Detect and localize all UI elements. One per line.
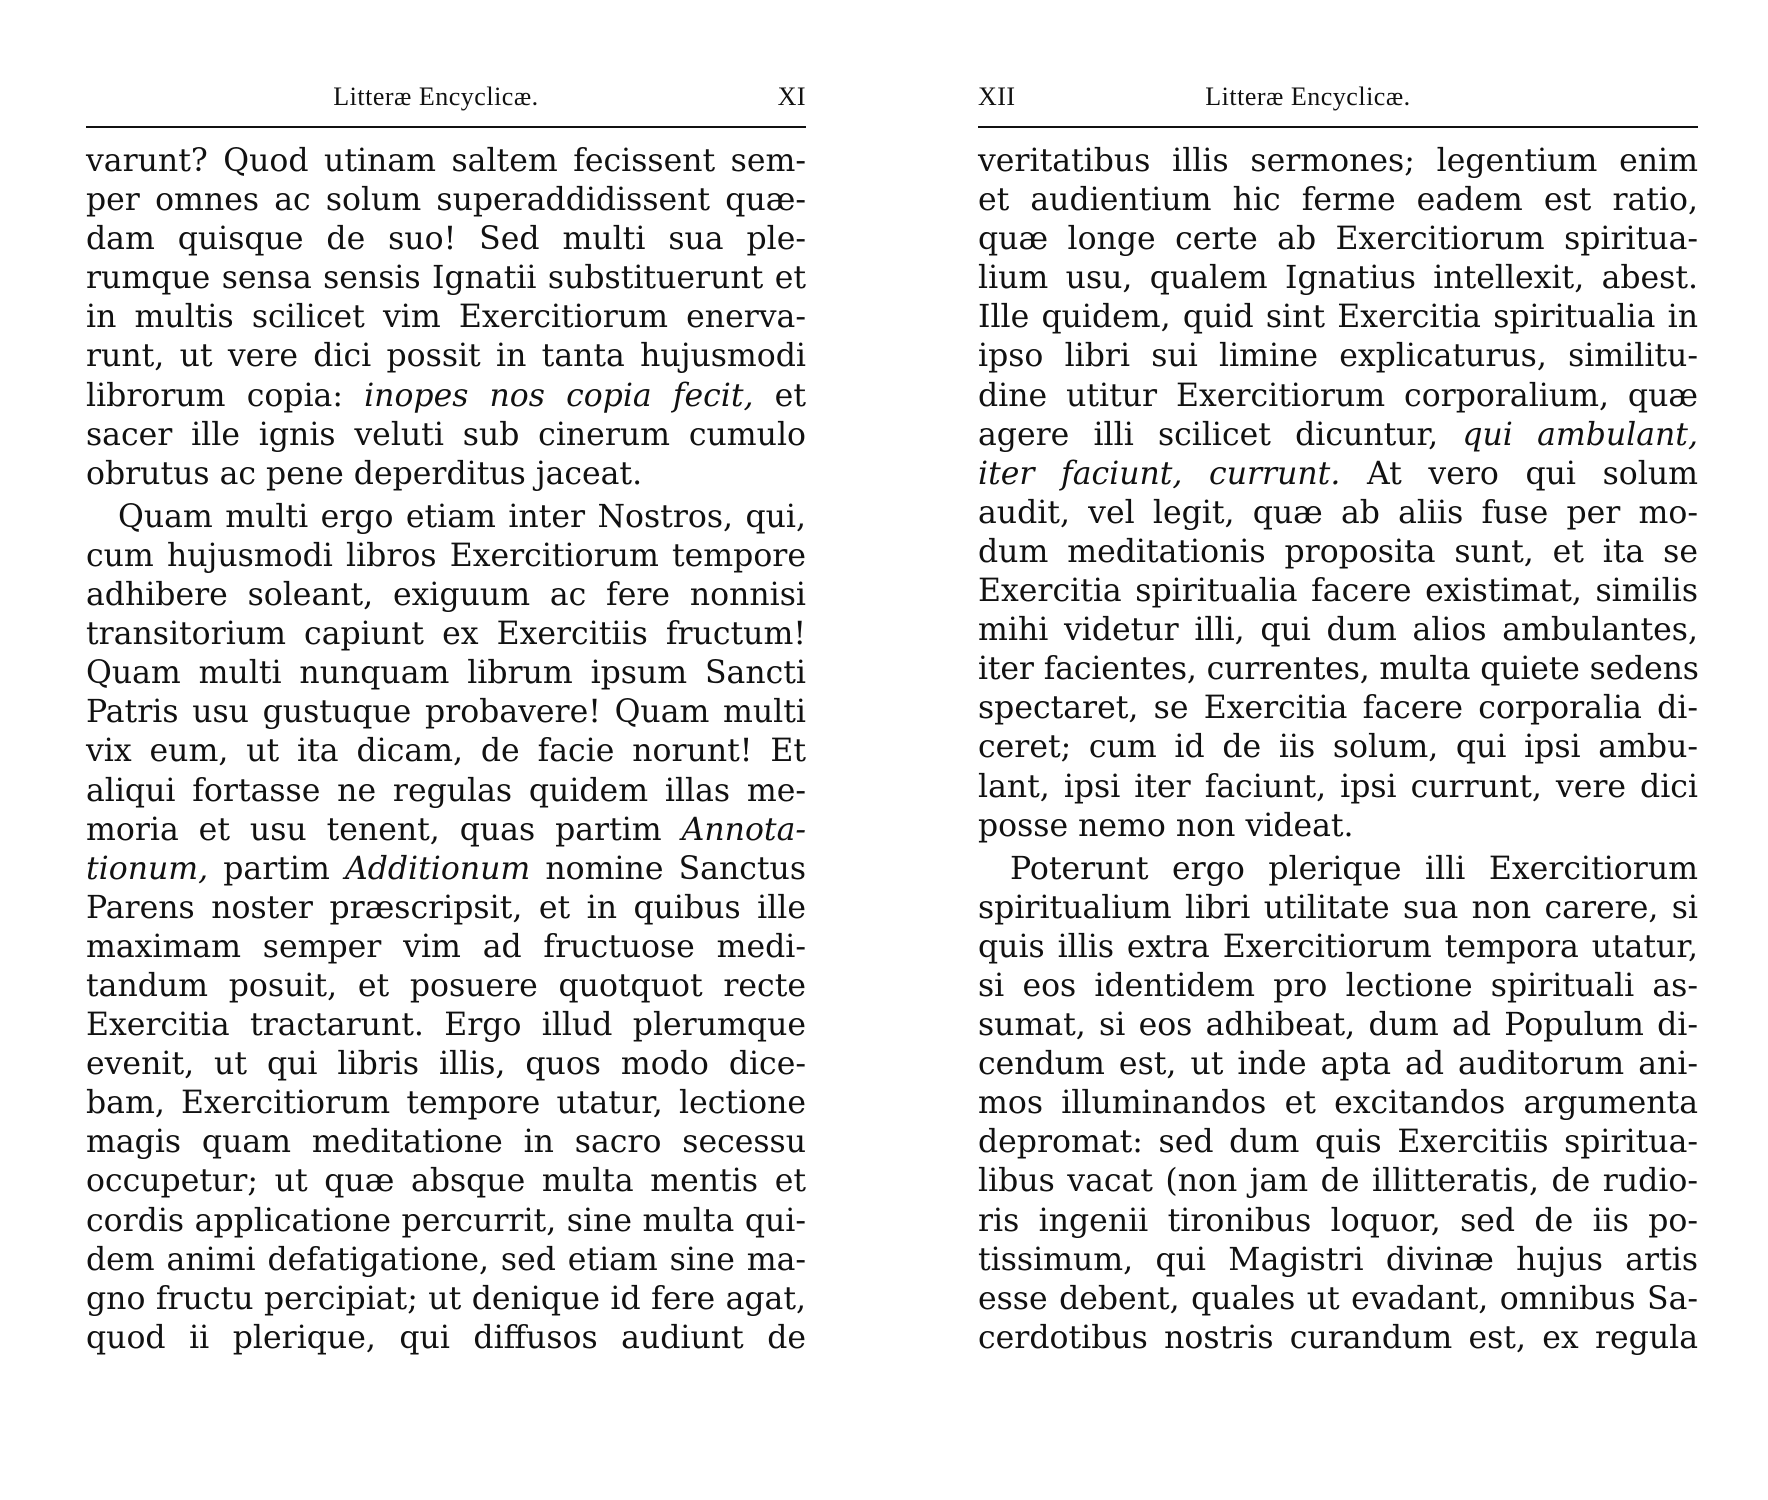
text-line (978, 259, 1698, 298)
text-segment: per omnes ac solum superaddidissent quæ- (86, 182, 806, 219)
body-text (86, 142, 806, 1358)
text-line (978, 416, 1698, 455)
text-segment: spiritualium libri utilitate sua non carere, si (978, 889, 1698, 926)
text-segment: mihi videtur illi, qui dum alios ambulantes, (978, 612, 1698, 649)
text-line (86, 928, 806, 967)
text-line (86, 732, 806, 771)
text-segment: Exercitia tractarunt. Ergo illud plerumque (86, 1007, 806, 1044)
text-line (978, 807, 1698, 846)
text-line (86, 576, 806, 615)
text-segment: mos illuminandos et excitandos argumenta (978, 1085, 1698, 1122)
text-segment: Quam multi nunquam librum ipsum Sancti (86, 655, 806, 692)
text-segment: At vero qui solum (1340, 455, 1698, 492)
text-segment: partim (208, 850, 345, 887)
text-segment: tandum posuit, et posuere quotquot recte (86, 967, 806, 1004)
text-line (86, 259, 806, 298)
text-line (86, 220, 806, 259)
text-segment: sacer ille ignis veluti sub cinerum cumulo (86, 416, 806, 453)
italic-text: Additionum (344, 850, 531, 887)
text-line (86, 654, 806, 693)
text-segment: et (753, 377, 806, 414)
text-segment: audit, vel legit, quæ ab aliis fuse per mo- (978, 494, 1698, 531)
text-line (86, 1319, 806, 1358)
text-segment: occupetur; ut quæ absque multa mentis et (86, 1163, 806, 1200)
text-line (86, 377, 806, 416)
text-segment: cerdotibus nostris curandum est, ex regula (978, 1319, 1698, 1356)
text-segment: Ille quidem, quid sint Exercitia spiritualia in (978, 299, 1698, 336)
text-segment: evenit, ut qui libris illis, quos modo dice- (86, 1046, 806, 1083)
text-line (978, 1162, 1698, 1201)
text-line (978, 1006, 1698, 1045)
text-segment: dine utitur Exercitiorum corporalium, quæ (978, 377, 1698, 414)
header-rule (86, 126, 806, 128)
text-line (978, 533, 1698, 572)
text-line (86, 1280, 806, 1319)
body-text (978, 142, 1698, 1358)
text-segment: runt, ut vere dici possit in tanta hujusmodi (86, 338, 806, 375)
italic-text: qui ambulant, (1462, 416, 1698, 453)
text-segment: dem animi defatigatione, sed etiam sine ma- (86, 1241, 806, 1278)
text-line (978, 967, 1698, 1006)
text-segment: cordis applicatione percurrit, sine multa qui- (86, 1202, 806, 1239)
text-line (978, 1045, 1698, 1084)
text-segment: Poterunt ergo plerique illi Exercitiorum (1010, 850, 1698, 887)
text-line (978, 768, 1698, 807)
text-segment: Patris usu gustuque probavere! Quam multi (86, 694, 806, 731)
text-segment: quod ii plerique, qui diffusos audiunt de (86, 1319, 806, 1356)
text-line (86, 181, 806, 220)
text-line (86, 537, 806, 576)
italic-text: iter faciunt, currunt. (978, 455, 1341, 492)
text-segment: in multis scilicet vim Exercitiorum enerva- (86, 299, 806, 336)
text-segment: adhibere soleant, exiguum ac fere nonnisi (86, 577, 806, 614)
text-line (86, 1202, 806, 1241)
text-segment: esse debent, quales ut evadant, omnibus Sa- (978, 1280, 1698, 1317)
text-line (86, 693, 806, 732)
text-segment: depromat: sed dum quis Exercitiis spiritua- (978, 1124, 1698, 1161)
text-segment: dum meditationis proposita sunt, et ita se (978, 533, 1698, 570)
text-line (86, 1006, 806, 1045)
text-segment: Parens noster præscripsit, et in quibus ille (86, 889, 806, 926)
text-segment: cendum est, ut inde apta ad auditorum ani- (978, 1046, 1698, 1083)
text-line (978, 181, 1698, 220)
text-line (86, 615, 806, 654)
text-segment: tissimum, qui Magistri divinæ hujus artis (978, 1241, 1698, 1278)
text-line (86, 850, 806, 889)
text-line (86, 1241, 806, 1280)
header-rule (978, 126, 1698, 128)
text-line (86, 498, 806, 537)
text-segment: librorum copia: (86, 377, 365, 414)
text-line (978, 928, 1698, 967)
text-line (978, 142, 1698, 181)
text-segment: vix eum, ut ita dicam, de facie norunt! Et (86, 733, 806, 770)
text-line (978, 1280, 1698, 1319)
text-line (978, 572, 1698, 611)
text-segment: ris ingenii tironibus loquor, sed de iis po- (978, 1202, 1698, 1239)
text-segment: quis illis extra Exercitiorum tempora utatur, (978, 928, 1698, 965)
text-line (86, 889, 806, 928)
text-segment: dam quisque de suo! Sed multi sua ple- (86, 221, 806, 258)
text-line (86, 337, 806, 376)
text-line (86, 967, 806, 1006)
text-segment: lant, ipsi iter faciunt, ipsi currunt, vere dici (978, 768, 1698, 805)
text-segment: nomine Sanctus (530, 850, 806, 887)
text-line (978, 850, 1698, 889)
running-head-title: Litteræ Encyclicæ. (1205, 82, 1411, 111)
text-line (978, 728, 1698, 767)
text-segment: moria et usu tenent, quas partim (86, 811, 682, 848)
text-line (978, 1241, 1698, 1280)
text-segment: et audientium hic ferme eadem est ratio, (978, 182, 1698, 219)
text-segment: spectaret, se Exercitia facere corporalia di- (978, 690, 1698, 727)
text-segment: varunt? Quod utinam saltem fecissent sem- (86, 143, 806, 179)
text-line (86, 1123, 806, 1162)
text-segment: quæ longe certe ab Exercitiorum spiritua- (978, 221, 1698, 258)
text-line (978, 611, 1698, 650)
text-line (86, 455, 806, 494)
text-line (978, 298, 1698, 337)
page-number: XI (777, 82, 806, 111)
text-line (86, 811, 806, 850)
text-line (86, 1045, 806, 1084)
text-line (978, 689, 1698, 728)
text-segment: obrutus ac pene deperditus jaceat. (86, 455, 643, 492)
page-number: XII (978, 82, 1016, 111)
text-line (978, 1123, 1698, 1162)
text-segment: maximam semper vim ad fructuose medi- (86, 928, 806, 965)
italic-text: inopes nos copia fecit, (364, 377, 754, 414)
text-segment: posse nemo non videat. (978, 807, 1354, 844)
text-line (86, 142, 806, 181)
text-line (86, 772, 806, 811)
text-line (978, 220, 1698, 259)
text-segment: veritatibus illis sermones; legentium enim (978, 143, 1698, 179)
text-segment: lium usu, qualem Ignatius intellexit, abest. (978, 260, 1698, 297)
text-line (978, 1319, 1698, 1358)
italic-text: Annota- (681, 811, 806, 848)
text-segment: agere illi scilicet dicuntur, (978, 416, 1463, 453)
text-line (86, 1162, 806, 1201)
running-head (86, 82, 806, 120)
text-line (978, 1202, 1698, 1241)
text-line (86, 416, 806, 455)
running-head (978, 82, 1698, 120)
text-segment: cum hujusmodi libros Exercitiorum tempore (86, 537, 806, 574)
text-line (86, 298, 806, 337)
text-line (978, 494, 1698, 533)
text-line (978, 377, 1698, 416)
text-line (978, 650, 1698, 689)
text-segment: rumque sensa sensis Ignatii substituerunt et (86, 260, 806, 297)
text-segment: magis quam meditatione in sacro secessu (86, 1124, 806, 1161)
text-segment: bam, Exercitiorum tempore utatur, lectione (86, 1085, 806, 1122)
italic-text: tionum, (86, 850, 209, 887)
text-segment: libus vacat (non jam de illitteratis, de rudio- (978, 1163, 1698, 1200)
text-line (978, 455, 1698, 494)
text-segment: ipso libri sui limine explicaturus, similitu- (978, 338, 1698, 375)
text-line (978, 889, 1698, 928)
text-segment: aliqui fortasse ne regulas quidem illas me- (86, 772, 806, 809)
text-line (978, 1084, 1698, 1123)
text-segment: si eos identidem pro lectione spirituali as- (978, 967, 1698, 1004)
text-segment: Exercitia spiritualia facere existimat, similis (978, 573, 1698, 610)
text-segment: sumat, si eos adhibeat, dum ad Populum di- (978, 1007, 1698, 1044)
text-line (86, 1084, 806, 1123)
text-segment: ceret; cum id de iis solum, qui ipsi ambu- (978, 729, 1698, 766)
text-line (978, 337, 1698, 376)
running-head-title: Litteræ Encyclicæ. (333, 82, 539, 111)
text-segment: gno fructu percipiat; ut denique id fere agat, (86, 1280, 806, 1317)
text-segment: transitorium capiunt ex Exercitiis fructum! (86, 616, 806, 653)
text-segment: iter facientes, currentes, multa quiete sedens (978, 651, 1699, 688)
text-segment: Quam multi ergo etiam inter Nostros, qui, (118, 498, 806, 535)
